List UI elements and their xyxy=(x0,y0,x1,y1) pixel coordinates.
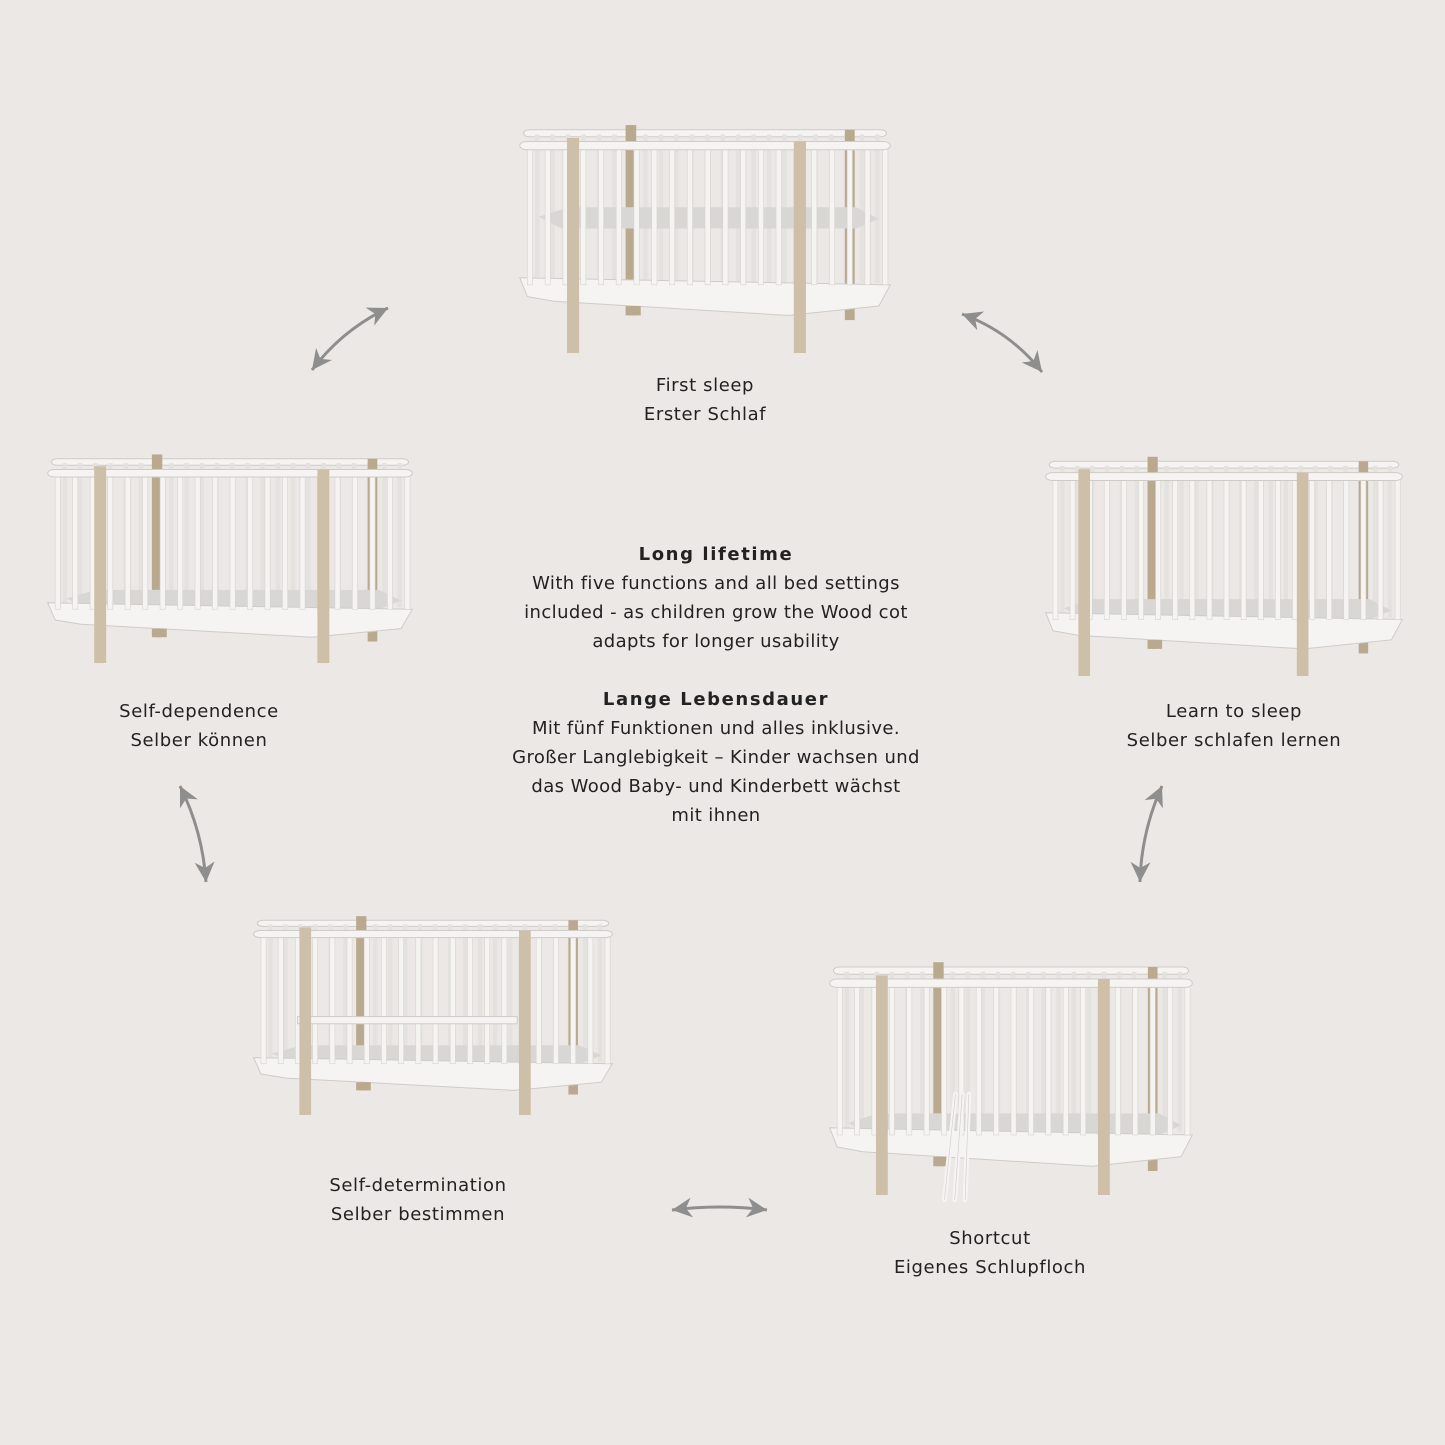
caption-title-de: Erster Schlaf xyxy=(643,404,767,425)
heading-english: Long lifetime xyxy=(638,544,794,565)
caption-title-de: Selber bestimmen xyxy=(330,1204,506,1225)
double-arrow-icon xyxy=(652,1190,787,1230)
description-line: Großer Langlebigkeit – Kinder wachsen und xyxy=(512,747,920,768)
caption-title-en: Learn to sleep xyxy=(1165,701,1303,722)
caption-learn-to-sleep xyxy=(1127,697,1342,755)
crib-self-dependence xyxy=(44,448,416,663)
double-arrow-icon xyxy=(160,766,226,902)
description-line: mit ihnen xyxy=(671,805,761,826)
heading-german: Lange Lebensdauer xyxy=(602,689,830,710)
caption-title-de: Selber können xyxy=(130,730,268,751)
spacer xyxy=(496,656,936,685)
caption-first-sleep xyxy=(644,371,766,429)
caption-shortcut xyxy=(894,1224,1086,1282)
description-line: das Wood Baby- und Kinderbett wächst xyxy=(531,776,901,797)
caption-title-en: Shortcut xyxy=(949,1228,1031,1249)
crib-self-determination xyxy=(250,910,616,1115)
double-arrow-icon xyxy=(1120,766,1182,902)
crib-learn-to-sleep xyxy=(1042,450,1406,676)
caption-title-en: Self-determination xyxy=(329,1175,507,1196)
caption-title-en: First sleep xyxy=(655,375,755,396)
caption-title-en: Self-dependence xyxy=(119,701,279,722)
description-line: adapts for longer usability xyxy=(592,631,840,652)
center-description xyxy=(496,540,936,830)
caption-title-de: Selber schlafen lernen xyxy=(1126,730,1342,751)
description-line: With five functions and all bed settings xyxy=(532,573,900,594)
description-line: Mit fünf Funktionen und alles inklusive. xyxy=(531,718,901,739)
double-arrow-icon xyxy=(942,294,1062,392)
description-line: included - as children grow the Wood cot xyxy=(524,602,908,623)
caption-self-dependence xyxy=(119,697,279,755)
caption-title-de: Eigenes Schlupfloch xyxy=(893,1257,1087,1278)
double-arrow-icon xyxy=(292,288,408,390)
crib-first-sleep xyxy=(516,118,894,353)
crib-shortcut xyxy=(826,955,1196,1195)
caption-self-determination xyxy=(329,1171,506,1229)
